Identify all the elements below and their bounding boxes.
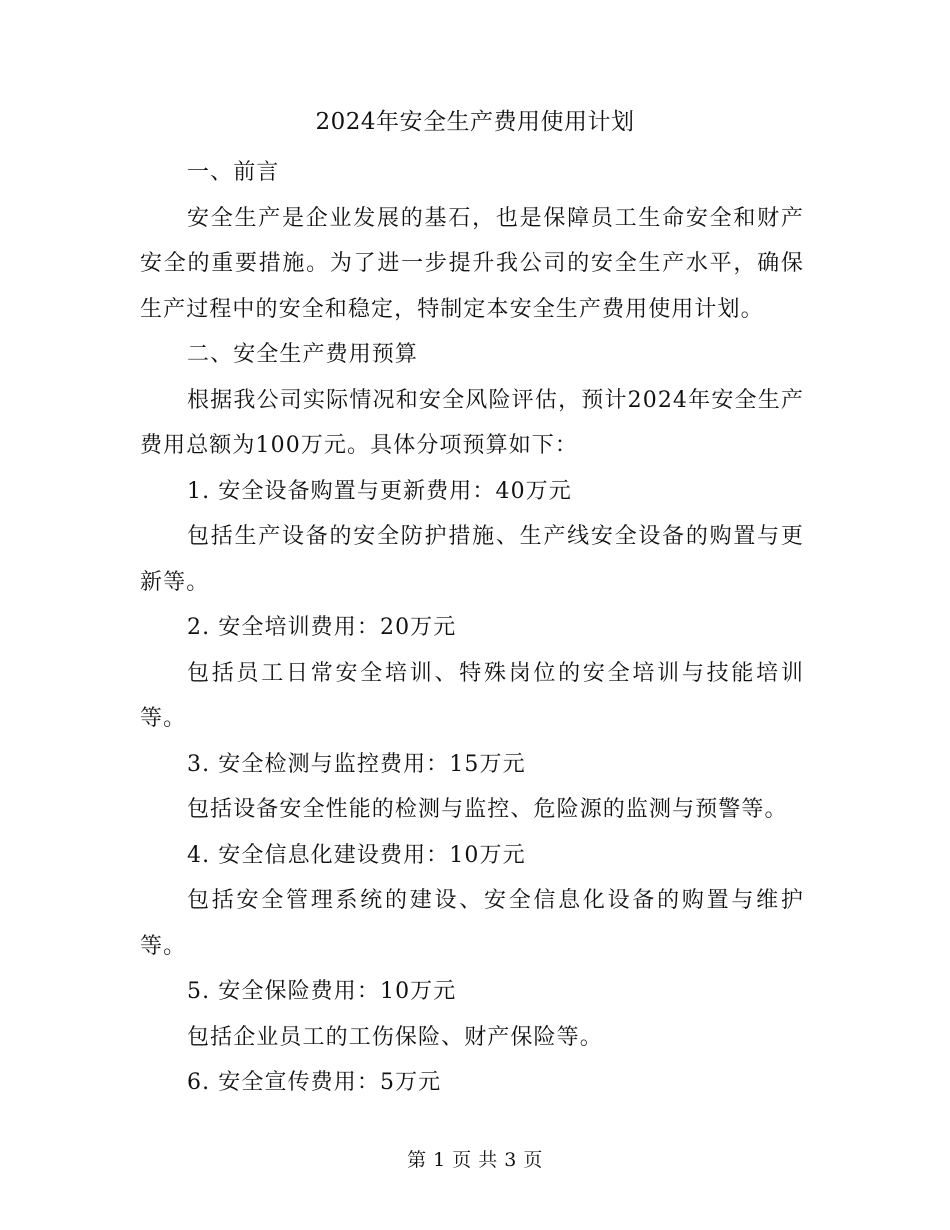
section-heading: 一、前言: [187, 160, 280, 185]
list-item-heading: 4. 安全信息化建设费用：10万元: [187, 842, 526, 868]
paragraph: 根据我公司实际情况和安全风险评估，预计2024年安全生产费用总额为100万元。具体分项预算如下：: [140, 387, 804, 458]
paragraph: 包括设备安全性能的检测与监控、危险源的监测与预警等。: [187, 797, 788, 822]
list-item-heading: 3. 安全检测与监控费用：15万元: [187, 751, 526, 777]
page-footer: 第 1 页 共 3 页: [407, 1149, 543, 1171]
section-heading: 二、安全生产费用预算: [187, 342, 419, 367]
paragraph: 包括企业员工的工伤保险、财产保险等。: [187, 1024, 603, 1050]
list-item-heading: 1. 安全设备购置与更新费用：40万元: [187, 478, 572, 504]
paragraph: 包括员工日常安全培训、特殊岗位的安全培训与技能培训等。: [140, 660, 804, 731]
document-body: [140, 150, 804, 1106]
list-item-heading: 2. 安全培训费用：20万元: [187, 615, 457, 640]
list-item-heading: 5. 安全保险费用：10万元: [187, 979, 457, 1004]
paragraph: 包括安全管理系统的建设、安全信息化设备的购置与维护等。: [140, 888, 804, 959]
document-title: 2024年安全生产费用使用计划: [315, 109, 635, 135]
list-item-heading: 6. 安全宣传费用：5万元: [187, 1070, 442, 1095]
paragraph: 安全生产是企业发展的基石，也是保障员工生命安全和财产安全的重要措施。为了进一步提升我公司的安全生产水平，确保生产过程中的安全和稳定，特制定本安全生产费用使用计划。: [140, 205, 804, 322]
paragraph: 包括生产设备的安全防护措施、生产线安全设备的购置与更新等。: [140, 524, 804, 595]
